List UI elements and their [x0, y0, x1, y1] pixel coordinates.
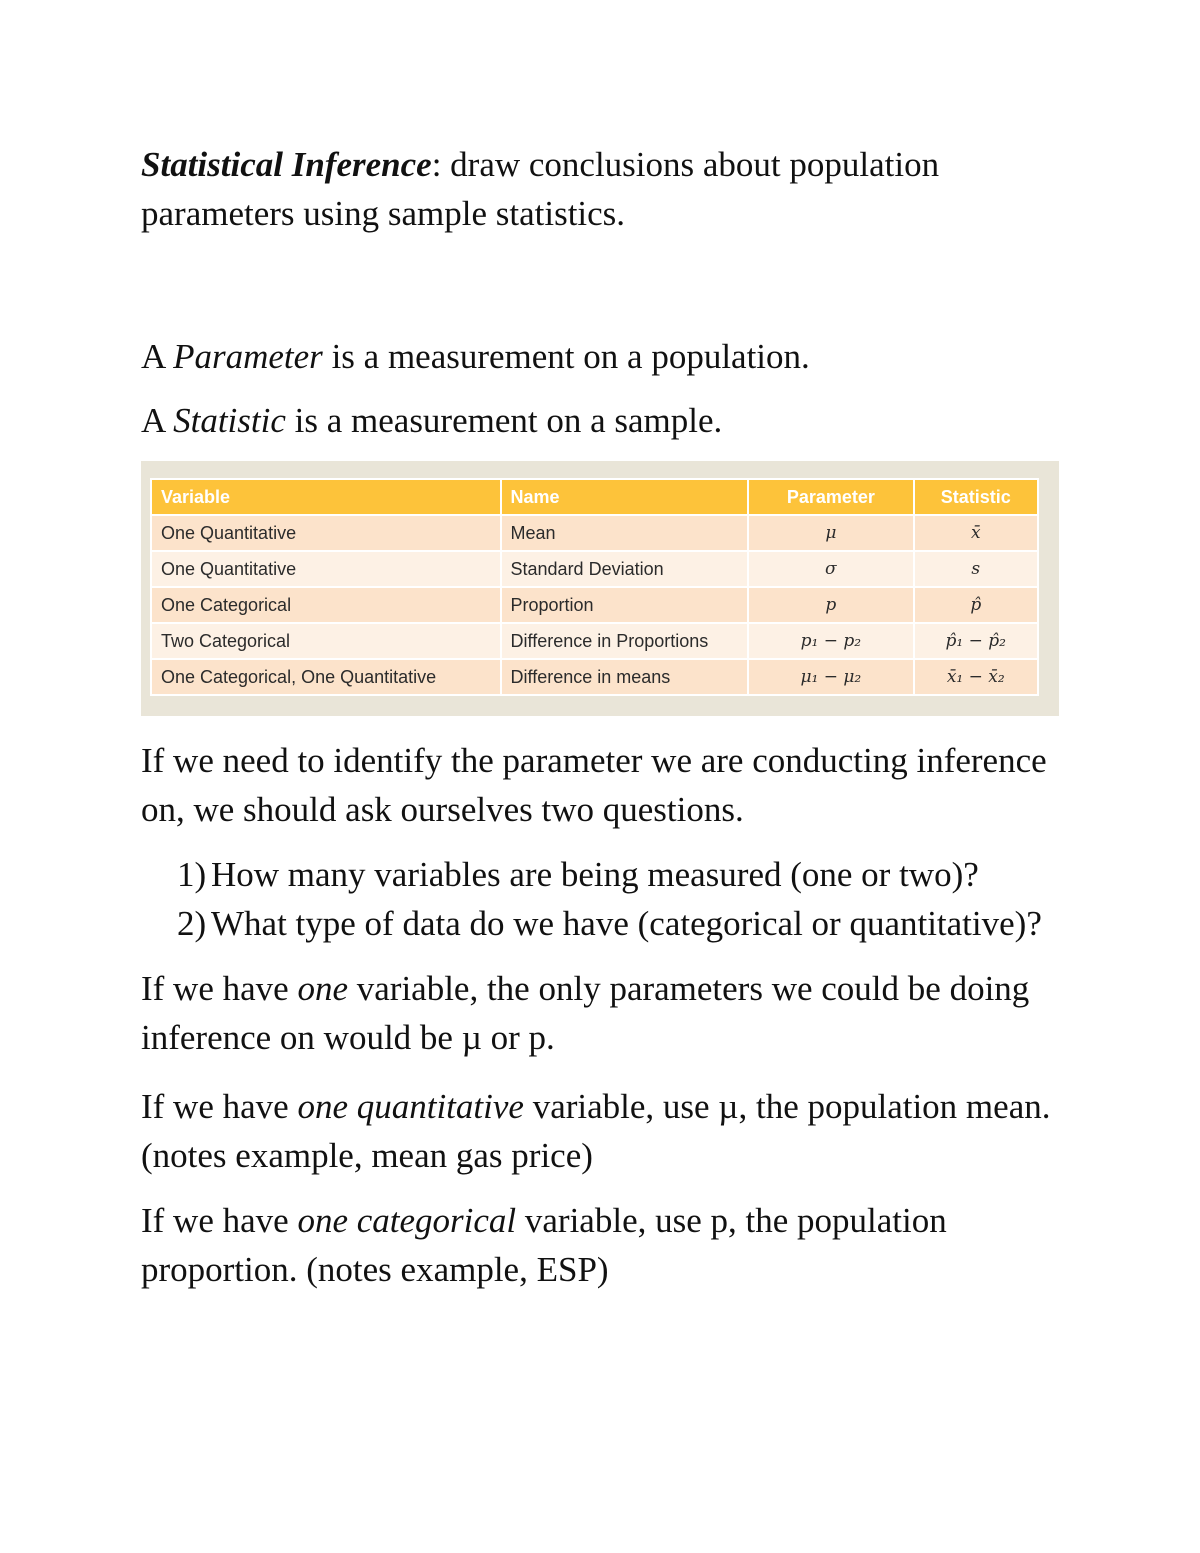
parameter-statistic-table [150, 478, 1039, 696]
cell-parameter: σ [748, 551, 913, 587]
table-row [151, 659, 1038, 695]
question-text: How many variables are being measured (one or two)? [211, 855, 979, 894]
cell-name: Proportion [501, 587, 749, 623]
table-header-row [151, 479, 1038, 515]
table-row [151, 515, 1038, 551]
statistic-text: is a measurement on a sample. [285, 401, 723, 440]
cell-statistic: p̂₁ − p̂₂ [914, 623, 1038, 659]
parameter-definition [141, 332, 1071, 381]
one-variable-paragraph [141, 964, 1071, 1062]
table-frame [141, 461, 1059, 716]
cell-parameter: μ₁ − μ₂ [748, 659, 913, 695]
cell-parameter: μ [748, 515, 913, 551]
cell-variable: One Quantitative [151, 515, 501, 551]
cell-name: Standard Deviation [501, 551, 749, 587]
question-number: 1) [177, 855, 207, 894]
parameter-term: Parameter [173, 337, 323, 376]
one-quantitative-emphasis: one quantitative [297, 1087, 524, 1126]
intro-term: Statistical Inference [141, 145, 432, 184]
question-number: 2) [177, 904, 207, 943]
header-parameter: Parameter [748, 479, 913, 515]
header-variable: Variable [151, 479, 501, 515]
table-row [151, 587, 1038, 623]
one-variable-emphasis: one [297, 969, 348, 1008]
questions-list [141, 850, 1071, 948]
one-quantitative-paragraph [141, 1082, 1071, 1180]
one-categorical-paragraph [141, 1196, 1071, 1294]
cell-statistic: x̄ [914, 515, 1038, 551]
parameter-prefix: A [141, 337, 174, 376]
cell-variable: One Categorical [151, 587, 501, 623]
intro-colon: : [431, 145, 442, 184]
intro-paragraph [141, 140, 1071, 238]
one-categorical-text-a: If we have [141, 1201, 298, 1240]
list-item [141, 899, 1071, 948]
statistic-prefix: A [141, 401, 174, 440]
parameter-text: is a measurement on a population. [322, 337, 810, 376]
cell-name: Difference in means [501, 659, 749, 695]
statistic-definition [141, 396, 1071, 445]
one-quantitative-text-a: If we have [141, 1087, 298, 1126]
cell-parameter: p₁ − p₂ [748, 623, 913, 659]
one-categorical-text-b: variable, use p, the population proportion. (notes example, ESP) [141, 1201, 947, 1289]
document-page [141, 140, 1071, 1294]
header-statistic: Statistic [914, 479, 1038, 515]
table-row [151, 623, 1038, 659]
cell-name: Mean [501, 515, 749, 551]
one-categorical-emphasis: one categorical [297, 1201, 517, 1240]
one-variable-text-a: If we have [141, 969, 298, 1008]
statistic-term: Statistic [173, 401, 286, 440]
cell-statistic: p̂ [914, 587, 1038, 623]
one-variable-text-b: variable, the only parameters we could be doing inference on would be µ or p. [141, 969, 1030, 1057]
cell-statistic: x̄₁ − x̄₂ [914, 659, 1038, 695]
one-quantitative-text-b: variable, use µ, the population mean. (notes example, mean gas price) [141, 1087, 1051, 1175]
cell-statistic: s [914, 551, 1038, 587]
questions-intro: If we need to identify the parameter we are conducting inference on, we should ask ourselves two questions. [141, 741, 1047, 829]
cell-variable: Two Categorical [151, 623, 501, 659]
cell-variable: One Categorical, One Quantitative [151, 659, 501, 695]
cell-variable: One Quantitative [151, 551, 501, 587]
list-item [141, 850, 1071, 899]
table-row [151, 551, 1038, 587]
cell-parameter: p [748, 587, 913, 623]
question-text: What type of data do we have (categorical or quantitative)? [211, 904, 1042, 943]
intro-text: draw conclusions about population parameters using sample statistics. [141, 145, 940, 233]
header-name: Name [501, 479, 749, 515]
cell-name: Difference in Proportions [501, 623, 749, 659]
